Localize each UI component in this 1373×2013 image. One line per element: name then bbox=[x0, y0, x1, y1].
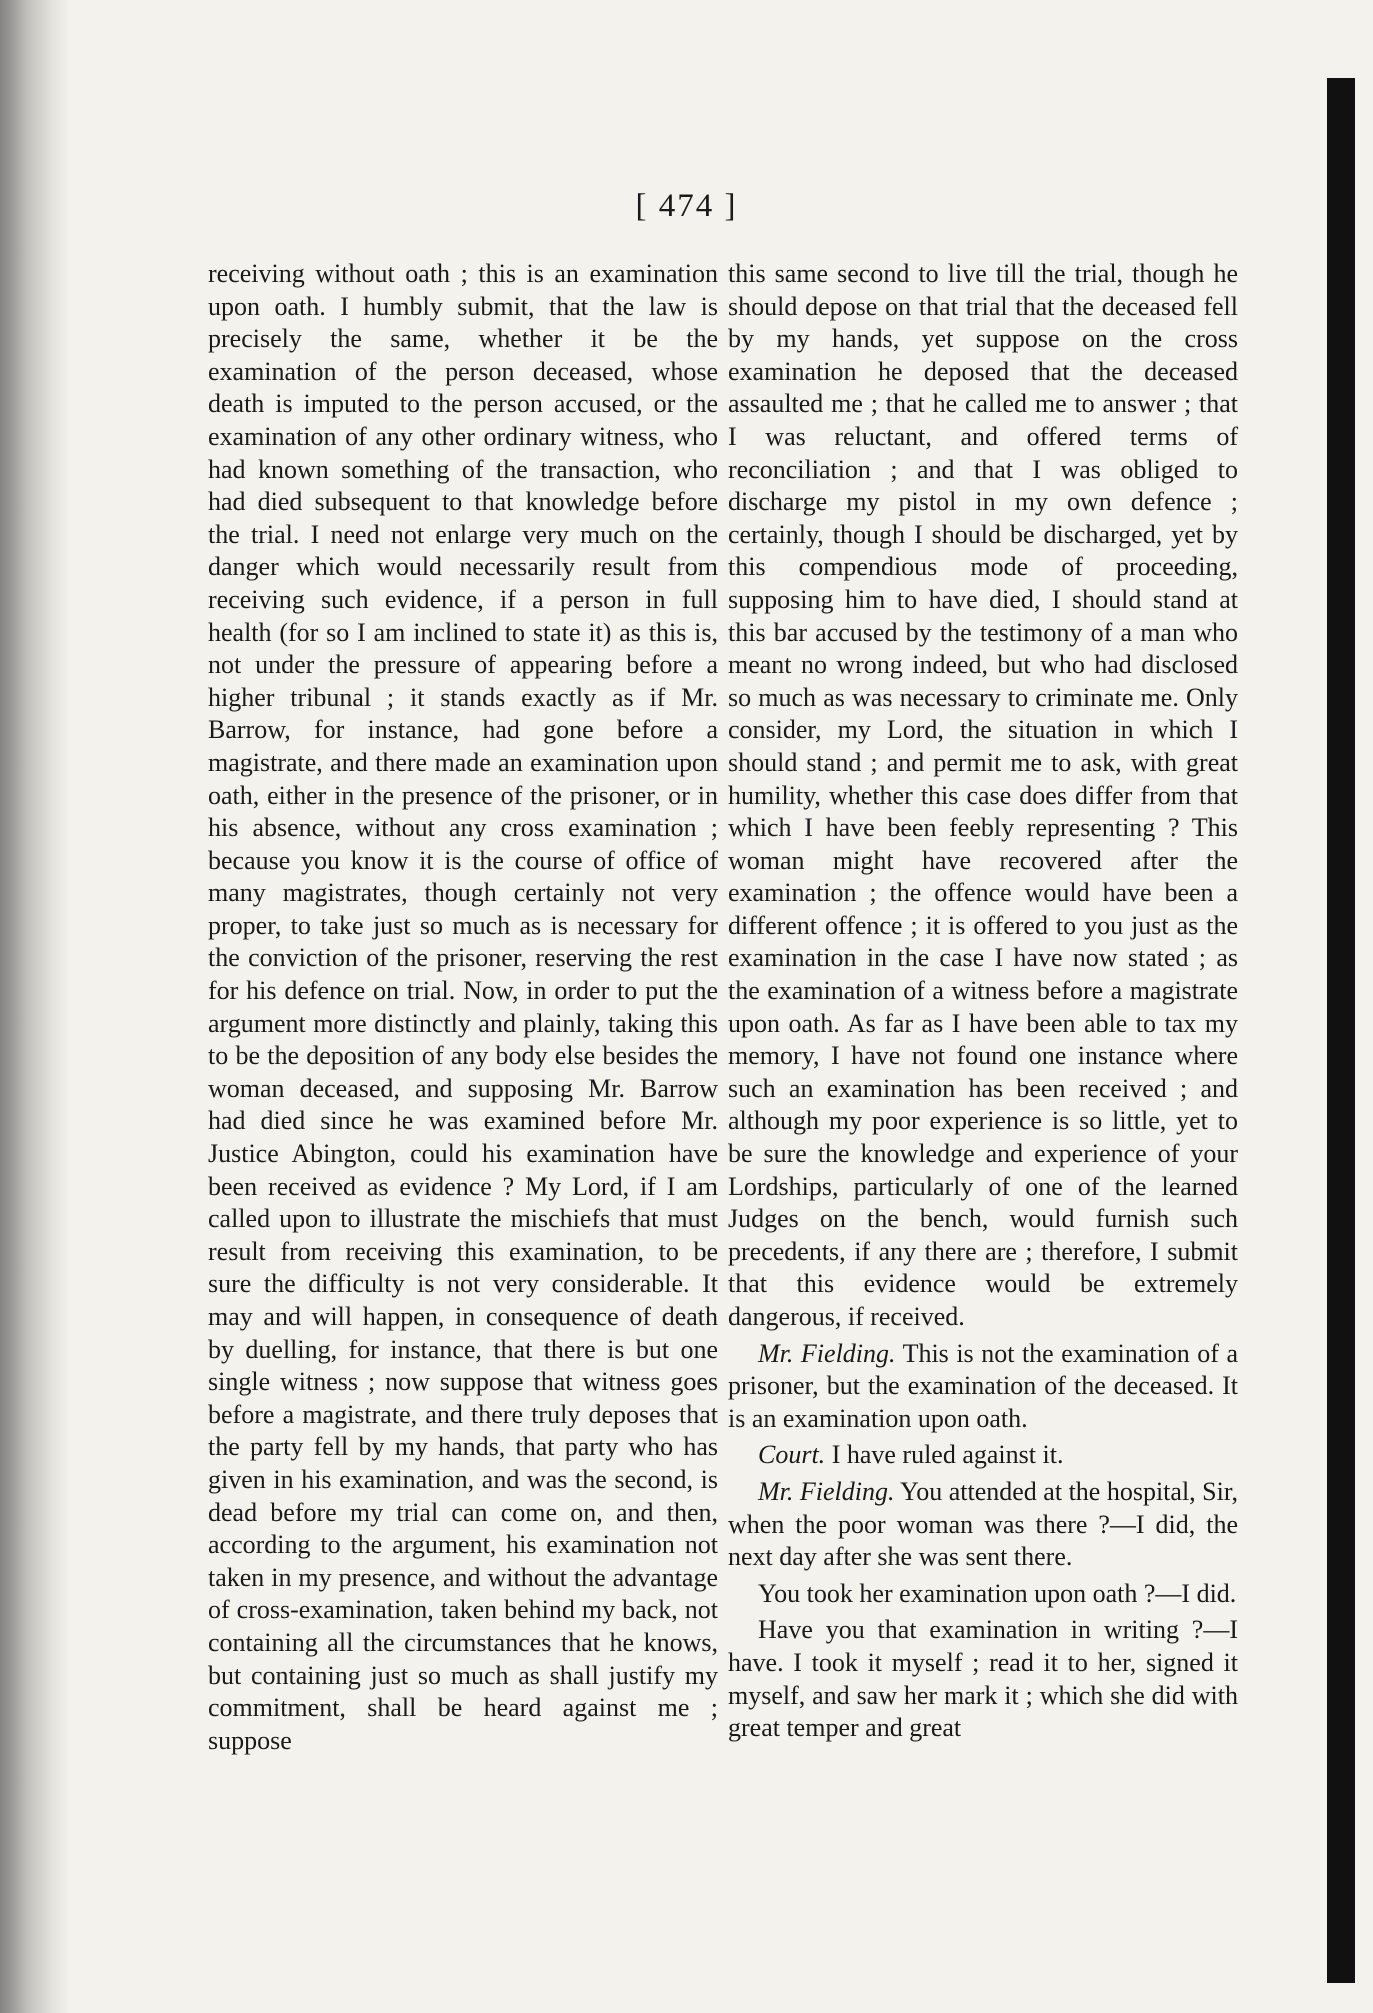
fielding-statement bbox=[728, 1338, 1238, 1436]
speaker-fielding: Mr. Fielding. bbox=[758, 1338, 896, 1368]
left-column bbox=[208, 258, 718, 1757]
court-ruling-text: I have ruled against it. bbox=[831, 1440, 1064, 1470]
page-edge-bar bbox=[1327, 78, 1355, 1983]
fielding-question-text: You attended at the hospital, Sir, when the poor woman was there ?—I did, the next day after she was sent there. bbox=[728, 1476, 1238, 1572]
continuation-paragraph: this same second to live till the trial, though he should depose on that trial that the deceased fell by my hands, yet suppose on the cross examination he deposed that the deceased assaulted me ; that he called me to answer ; that I was reluctant, and offered terms of reconciliation ; and that I was obliged to discharge my pistol in my own defence ; certainly, though I should be discharged, yet by this compendious mode of proceeding, supposing him to have died, I should stand at this bar accused by the testimony of a man who meant no wrong indeed, but who had disclosed so much as was necessary to criminate me. Only consider, my Lord, the situation in which I should stand ; and permit me to ask, with great humility, whether this case does differ from that which I have been feebly representing ? This woman might have recovered after the examination ; the offence would have been a different offence ; it is offered to you just as the examination in the case I have now stated ; as the examination of a witness before a magistrate upon oath. As far as I have been able to tax my memory, I have not found one instance where such an examination has been received ; and although my poor experience is so little, yet to be sure the knowledge and experience of your Lordships, particularly of one of the learned Judges on the bench, would furnish such precedents, if any there are ; therefore, I submit that this evidence would be extremely dangerous, if received. bbox=[728, 259, 1238, 1331]
court-ruling bbox=[728, 1439, 1238, 1472]
question-oath: You took her examination upon oath ?—I did. bbox=[758, 1578, 1237, 1608]
right-column bbox=[728, 258, 1238, 1745]
fielding-question bbox=[728, 1476, 1238, 1574]
speaker-court: Court. bbox=[758, 1440, 826, 1470]
left-paragraph: receiving without oath ; this is an examination upon oath. I humbly submit, that the law is precisely the same, whether it be the examination of the person deceased, whose death is imputed to the person accused, or the examination of any other ordinary witness, who had known something of the transaction, who had died subsequent to that knowledge before the trial. I need not enlarge very much on the danger which would necessarily result from receiving such evidence, if a person in full health (for so I am inclined to state it) as this is, not under the pressure of appearing before a higher tribunal ; it stands exactly as if Mr. Barrow, for instance, had gone before a magistrate, and there made an examination upon oath, either in the presence of the prisoner, or in his absence, without any cross examination ; because you know it is the course of office of many magistrates, though certainly not very proper, to take just so much as is necessary for the conviction of the prisoner, reserving the rest for his defence on trial. Now, in order to put the argument more distinctly and plainly, taking this to be the deposition of any body else besides the woman deceased, and supposing Mr. Barrow had died since he was examined before Mr. Justice Abington, could his examination have been received as evidence ? My Lord, if I am called upon to illustrate the mischiefs that must result from receiving this examination, to be sure the difficulty is not very considerable. It may and will happen, in consequence of death by duelling, for instance, that there is but one single witness ; now suppose that witness goes before a magistrate, and there truly deposes that the party fell by my hands, that party who has given in his examination, and was the second, is dead before my trial can come on, and then, according to the argument, his examination not taken in my presence, and without the advantage of cross-examination, taken behind my back, not containing all the circumstances that he knows, but containing just so much as shall justify my commitment, shall be heard against me ; suppose bbox=[208, 259, 718, 1755]
page-number: [ 474 ] bbox=[635, 188, 738, 224]
question-writing: Have you that examination in writing ?—I have. I took it myself ; read it to her, signed it myself, and saw her mark it ; which she did with great temper and great bbox=[728, 1615, 1238, 1743]
binding-edge bbox=[0, 0, 70, 2013]
speaker-fielding-2: Mr. Fielding. bbox=[758, 1476, 895, 1506]
fielding-statement-text: This is not the examination of a prisoner, but the examination of the deceased. It is an examination upon oath. bbox=[728, 1338, 1238, 1433]
